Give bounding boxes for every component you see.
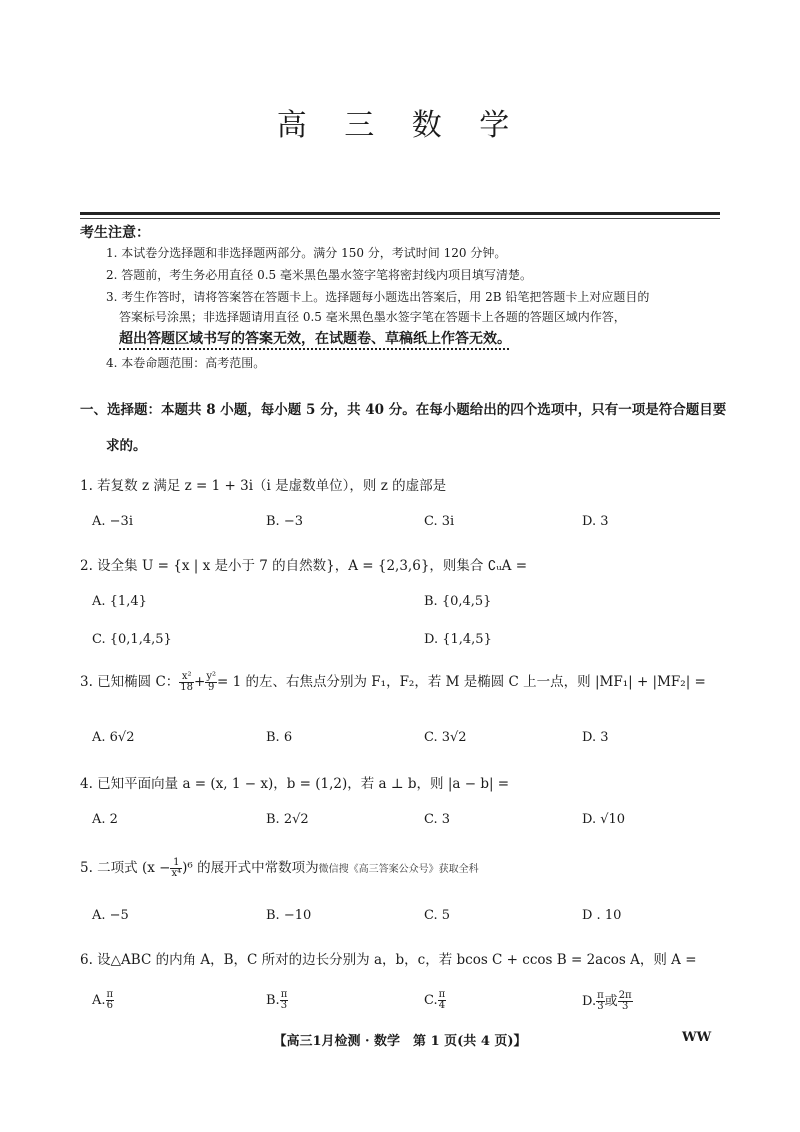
question-4-stem: 4. 已知平面向量 a = (x, 1 − x)，b = (1,2)，若 a ⊥ b，则 |a − b| =	[80, 776, 510, 792]
fraction-pi-3: $\frac{\pi}{3}$	[597, 990, 604, 1012]
note-item: 2. 答题前，考生务必用直径 0.5 毫米黑色墨水签字笔将密封线内项目填写清楚。	[106, 268, 532, 282]
note-emphasis	[119, 328, 511, 348]
question-3-stem-pre: 3. 已知椭圆 C：	[80, 674, 180, 690]
question-2-stem: 2. 设全集 U = {x | x 是小于 7 的自然数}，A = {2,3,6}，则集合 ∁ᵤA =	[80, 558, 528, 574]
note-emphasis-text: 超出答题区域书写的答案无效，在试题卷、草稿纸上作答无效。	[119, 331, 511, 347]
fraction-2pi-3: $\frac{2\pi}{3}$	[618, 990, 632, 1012]
question-5-stem-post: 的展开式中常数项为	[192, 860, 319, 876]
fraction-pi-3: $\frac{\pi}{3}$	[280, 989, 288, 1011]
note-item: 答案标号涂黑；非选择题请用直径 0.5 毫米黑色墨水签字笔在答题卡上各题的答题区域内作答，	[119, 310, 626, 324]
header-rule-thick	[80, 212, 720, 215]
question-4-option-b: B. 2√2	[266, 812, 309, 827]
header-rule-thin	[80, 218, 720, 219]
fraction-pi-6: $\frac{\pi}{6}$	[106, 989, 114, 1011]
question-5-stem: 5. 二项式 (x − $\frac{1}{\text{x⁴}}$ )⁶ 的展开式中常数项为微信搜《高三答案公众号》获取全科	[80, 857, 479, 879]
note-item: 3. 考生作答时，请将答案答在答题卡上。选择题每小题选出答案后，用 2B 铅笔把答题卡上对应题目的	[106, 290, 650, 304]
question-5-option-d: D . 10	[582, 908, 622, 923]
question-3-option-a: A. 6√2	[92, 730, 135, 745]
notes-heading: 考生注意：	[80, 225, 150, 241]
question-1-stem: 1. 若复数 z 满足 z = 1 + 3i（i 是虚数单位），则 z 的虚部是	[80, 478, 447, 494]
watermark-text: 微信搜《高三答案公众号》获取全科	[318, 864, 479, 875]
question-2-option-a: A. {1,4}	[92, 594, 147, 609]
question-3-option-c: C. 3√2	[424, 730, 467, 745]
question-6-option-d: D. $\frac{\pi}{3}$ 或 $\frac{2\pi}{3}$	[582, 990, 632, 1012]
question-4-option-a: A. 2	[92, 812, 118, 827]
question-4-option-d: D. √10	[582, 812, 626, 827]
question-3-stem-post: = 1 的左、右焦点分别为 F₁，F₂，若 M 是椭圆 C 上一点，则 |MF₁| + |MF₂| =	[217, 674, 706, 690]
fraction-1-x4: $\frac{1}{\text{x⁴}}$	[171, 857, 182, 879]
fraction-x2-18: $\frac{\text{x²}}{18}$	[180, 671, 194, 693]
question-6-option-b: B. $\frac{\pi}{3}$	[266, 989, 288, 1011]
question-1-option-a: A. −3i	[92, 514, 133, 529]
question-1-option-c: C. 3i	[424, 514, 455, 529]
question-2-option-c: C. {0,1,4,5}	[92, 632, 172, 647]
question-3-option-d: D. 3	[582, 730, 609, 745]
question-3-stem: 3. 已知椭圆 C： $\frac{\text{x²}}{18}$ + $\frac{\text{y²}}{9}$ = 1 的左、右焦点分别为 F₁，F₂，若 M 是椭圆 C 上一点，则 |MF₁| + |MF₂| =	[80, 671, 706, 693]
question-1-option-b: B. −3	[266, 514, 303, 529]
question-2-option-d: D. {1,4,5}	[424, 632, 492, 647]
question-6-option-a: A. $\frac{\pi}{6}$	[92, 989, 114, 1011]
section-heading: 一、选择题：本题共 8 小题，每小题 5 分，共 40 分。在每小题给出的四个选项中，只有一项是符合题目要	[80, 402, 727, 418]
section-heading-cont: 求的。	[106, 438, 147, 454]
fraction-y2-9: $\frac{\text{y²}}{9}$	[206, 671, 217, 693]
question-4-option-c: C. 3	[424, 812, 451, 827]
question-5-option-c: C. 5	[424, 908, 451, 923]
question-5-stem-pre: 5. 二项式 (x −	[80, 860, 171, 876]
page-footer: 【高三1月检测 · 数学 第 1 页(共 4 页)】	[273, 1034, 527, 1049]
page-title: 高 三 数 学	[276, 108, 524, 143]
question-6-stem: 6. 设△ABC 的内角 A，B，C 所对的边长分别为 a，b，c，若 bcos C + ccos B = 2acos A，则 A =	[80, 952, 697, 968]
question-3-option-b: B. 6	[266, 730, 293, 745]
question-5-option-a: A. −5	[92, 908, 129, 923]
fraction-pi-4: $\frac{\pi}{4}$	[438, 989, 446, 1011]
footer-code: WW	[682, 1030, 712, 1045]
question-6-option-c: C. $\frac{\pi}{4}$	[424, 989, 446, 1011]
note-item: 1. 本试卷分选择题和非选择题两部分。满分 150 分，考试时间 120 分钟。	[106, 246, 507, 260]
question-1-option-d: D. 3	[582, 514, 609, 529]
question-5-option-b: B. −10	[266, 908, 312, 923]
note-item: 4. 本卷命题范围：高考范围。	[106, 356, 266, 370]
question-2-option-b: B. {0,4,5}	[424, 594, 492, 609]
